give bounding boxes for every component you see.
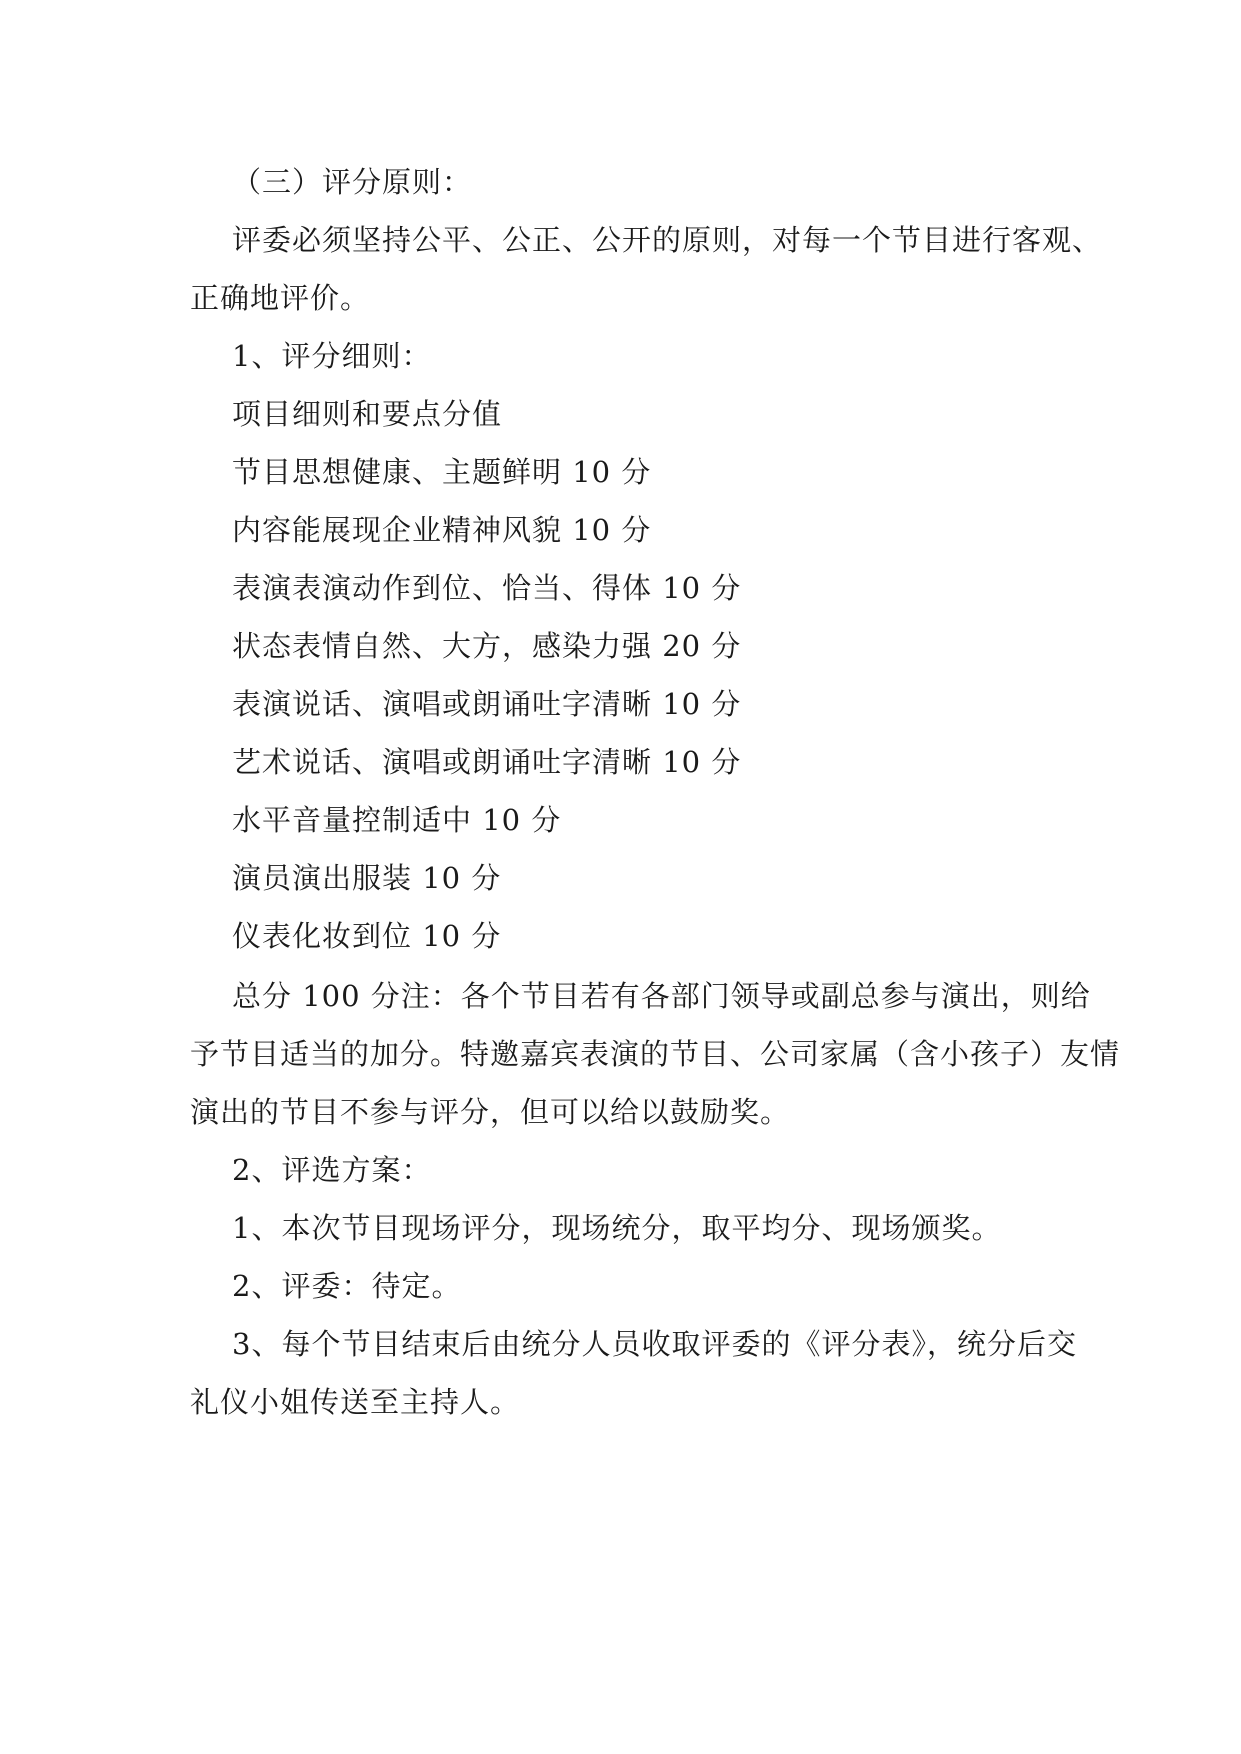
scoring-header-line: 项目细则和要点分值	[232, 397, 503, 431]
scoring-item: 节目思想健康、主题鲜明 10 分	[232, 455, 652, 489]
paragraph-line: 评委必须坚持公平、公正、公开的原则，对每一个节目进行客观、	[232, 223, 1103, 257]
plan-item: 1、本次节目现场评分，现场统分，取平均分、现场颁奖。	[232, 1211, 1002, 1245]
subheading-scoring-rules: 1、评分细则：	[232, 339, 432, 373]
section-heading-scoring-principles: （三）评分原则：	[232, 165, 473, 199]
paragraph-line: 予节目适当的加分。特邀嘉宾表演的节目、公司家属（含小孩子）友情	[190, 1037, 1121, 1071]
paragraph-line: 总分 100 分注：各个节目若有各部门领导或副总参与演出，则给	[232, 979, 1091, 1013]
paragraph-line: 演出的节目不参与评分，但可以给以鼓励奖。	[190, 1095, 791, 1129]
plan-item: 2、评委：待定。	[232, 1269, 462, 1303]
scoring-item: 艺术说话、演唱或朗诵吐字清晰 10 分	[232, 745, 742, 779]
subheading-selection-plan: 2、评选方案：	[232, 1153, 432, 1187]
paragraph-line: 正确地评价。	[190, 281, 371, 315]
scoring-item: 水平音量控制适中 10 分	[232, 803, 562, 837]
scoring-item: 内容能展现企业精神风貌 10 分	[232, 513, 652, 547]
paragraph-line: 礼仪小姐传送至主持人。	[190, 1385, 521, 1419]
scoring-item: 演员演出服装 10 分	[232, 861, 502, 895]
scoring-item: 仪表化妆到位 10 分	[232, 919, 502, 953]
scoring-item: 表演说话、演唱或朗诵吐字清晰 10 分	[232, 687, 742, 721]
plan-item: 3、每个节目结束后由统分人员收取评委的《评分表》，统分后交	[232, 1327, 1077, 1361]
scoring-item: 状态表情自然、大方，感染力强 20 分	[232, 629, 742, 663]
scoring-item: 表演表演动作到位、恰当、得体 10 分	[232, 571, 742, 605]
